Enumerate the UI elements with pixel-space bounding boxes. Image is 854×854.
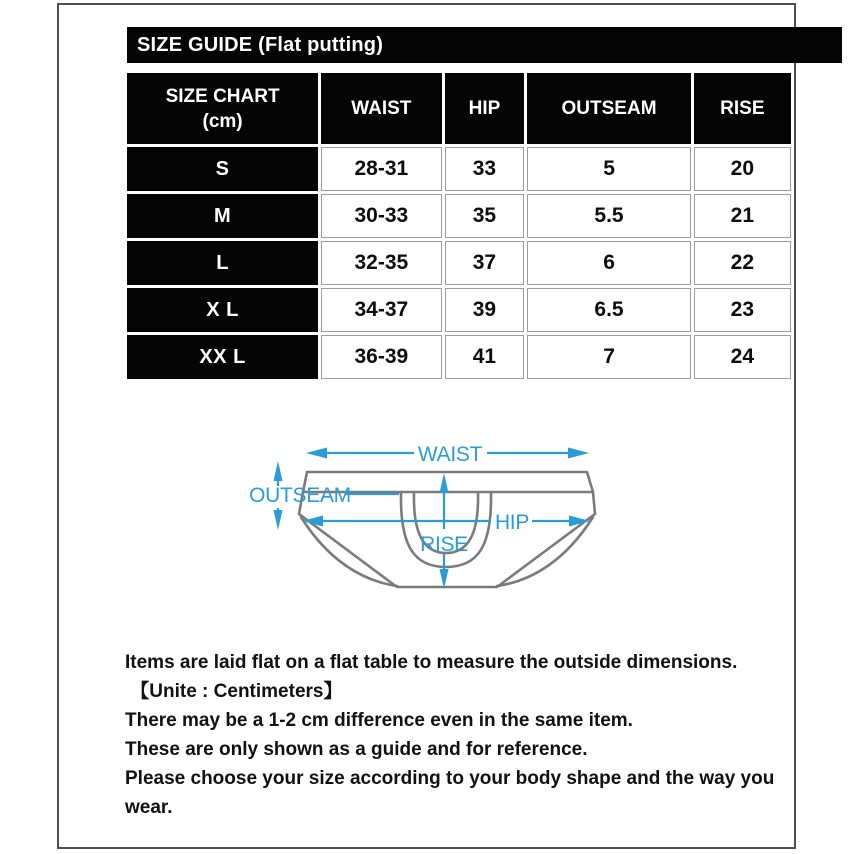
table-row-xxl bbox=[127, 335, 791, 379]
note-line: There may be a 1-2 cm difference even in the same item. bbox=[125, 710, 633, 731]
size-chart-table bbox=[124, 70, 794, 382]
size-label: L bbox=[127, 241, 318, 285]
outseam-value: 5.5 bbox=[527, 194, 690, 238]
header-size-chart bbox=[127, 73, 318, 144]
rise-value: 23 bbox=[694, 288, 791, 332]
size-label: XX L bbox=[127, 335, 318, 379]
header-hip: HIP bbox=[445, 73, 525, 144]
header-waist: WAIST bbox=[321, 73, 441, 144]
waist-value: 34-37 bbox=[321, 288, 441, 332]
outseam-value: 6 bbox=[527, 241, 690, 285]
waist-value: 32-35 bbox=[321, 241, 441, 285]
page-title: SIZE GUIDE (Flat putting) bbox=[137, 34, 384, 56]
hip-label: HIP bbox=[494, 511, 530, 534]
outseam-label: OUTSEAM bbox=[249, 484, 351, 507]
waist-value: 28-31 bbox=[321, 147, 441, 191]
table-header-row bbox=[127, 73, 791, 144]
header-outseam: OUTSEAM bbox=[527, 73, 690, 144]
note-line: Please choose your size according to your body shape and the way you bbox=[125, 768, 775, 789]
size-label: S bbox=[127, 147, 318, 191]
table-row-xl bbox=[127, 288, 791, 332]
hip-value: 33 bbox=[445, 147, 525, 191]
waist-value: 30-33 bbox=[321, 194, 441, 238]
size-label: M bbox=[127, 194, 318, 238]
rise-label: RISE bbox=[420, 533, 468, 556]
hip-value: 35 bbox=[445, 194, 525, 238]
rise-value: 21 bbox=[694, 194, 791, 238]
size-label: X L bbox=[127, 288, 318, 332]
hip-value: 39 bbox=[445, 288, 525, 332]
note-line: wear. bbox=[125, 797, 173, 818]
hip-value: 37 bbox=[445, 241, 525, 285]
table-row-l bbox=[127, 241, 791, 285]
title-bar bbox=[127, 27, 842, 63]
table-row-s bbox=[127, 147, 791, 191]
outseam-value: 5 bbox=[527, 147, 690, 191]
outseam-value: 6.5 bbox=[527, 288, 690, 332]
rise-value: 22 bbox=[694, 241, 791, 285]
header-size-chart-line1: SIZE CHART bbox=[165, 85, 280, 107]
rise-value: 20 bbox=[694, 147, 791, 191]
size-guide-sheet bbox=[57, 3, 796, 849]
hip-value: 41 bbox=[445, 335, 525, 379]
note-line: 【Unite : Centimeters】 bbox=[125, 681, 343, 702]
header-rise: RISE bbox=[694, 73, 791, 144]
note-line: These are only shown as a guide and for reference. bbox=[125, 739, 588, 760]
measurement-notes bbox=[125, 648, 854, 822]
waist-label: WAIST bbox=[417, 443, 483, 466]
note-line: Items are laid flat on a flat table to measure the outside dimensions. bbox=[125, 652, 738, 673]
table-row-m bbox=[127, 194, 791, 238]
rise-value: 24 bbox=[694, 335, 791, 379]
outseam-value: 7 bbox=[527, 335, 690, 379]
header-size-chart-line2: (cm) bbox=[202, 110, 243, 132]
waist-value: 36-39 bbox=[321, 335, 441, 379]
